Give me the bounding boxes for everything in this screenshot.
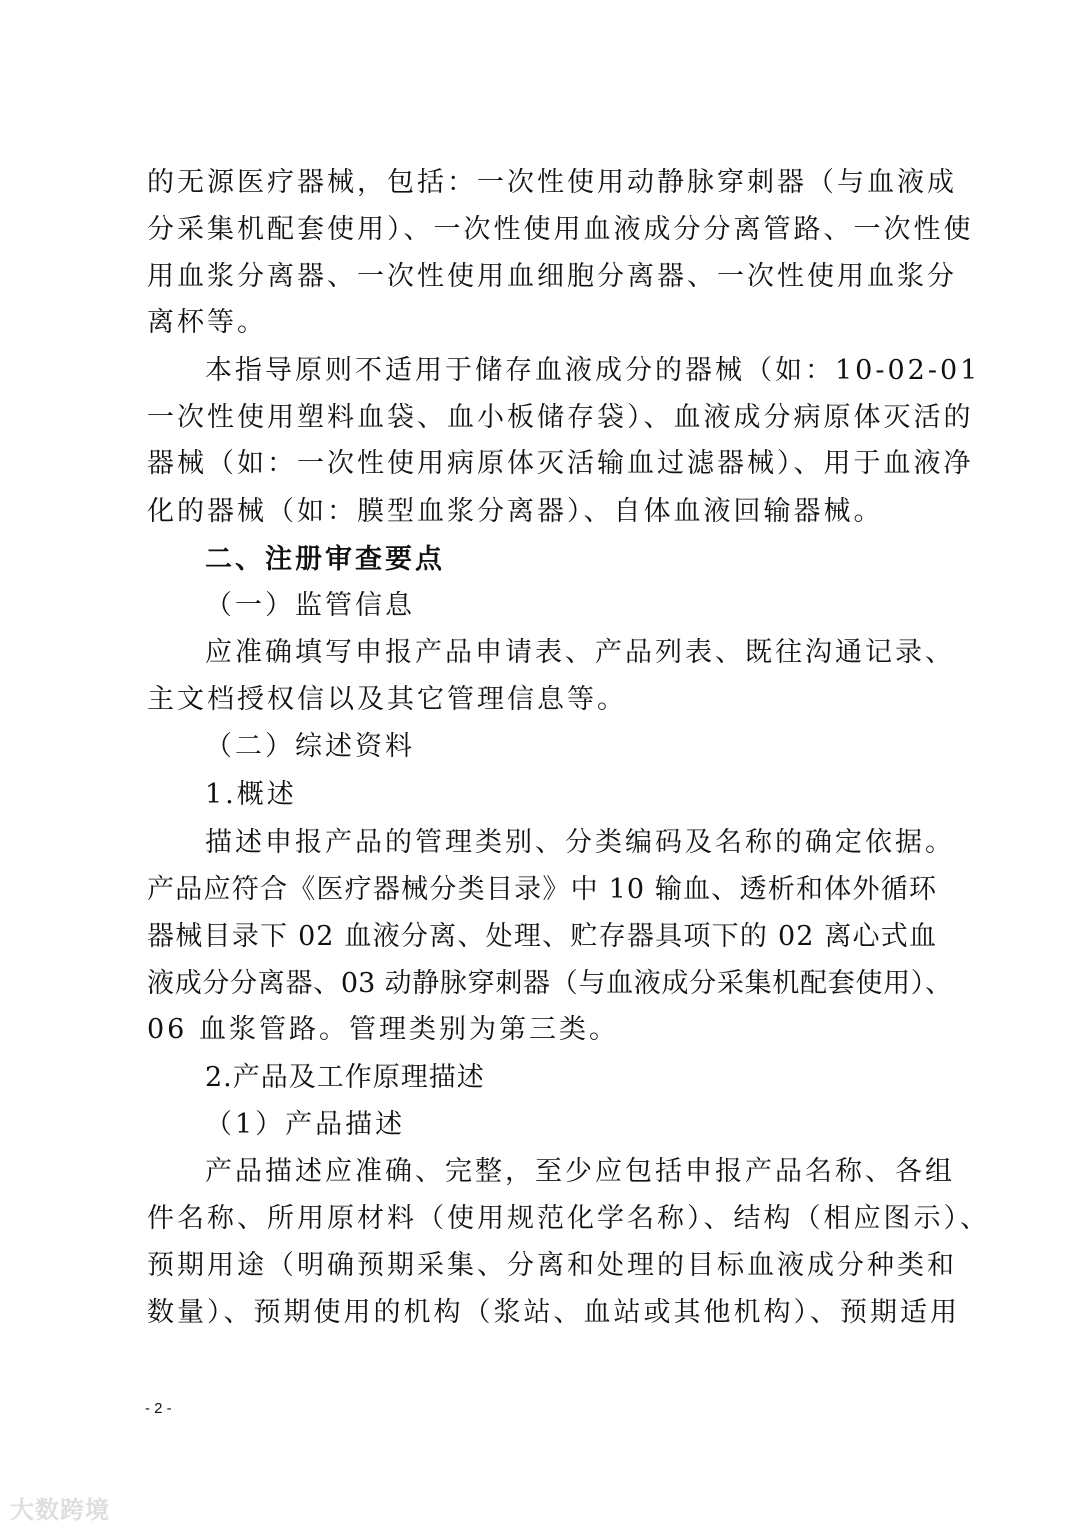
body-line: 06 血浆管路。管理类别为第三类。: [147, 1014, 619, 1045]
watermark-logo: 大数跨境: [10, 1496, 110, 1524]
body-line: 主文档授权信以及其它管理信息等。: [147, 684, 627, 715]
body-line: 描述申报产品的管理类别、分类编码及名称的确定依据。: [205, 827, 955, 858]
body-line: 离杯等。: [147, 307, 267, 338]
item-heading: 2.产品及工作原理描述: [205, 1062, 485, 1093]
body-line: 一次性使用塑料血袋、血小板储存袋）、血液成分病原体灭活的: [147, 402, 974, 433]
body-line: 件名称、所用原材料（使用规范化学名称）、结构（相应图示）、: [147, 1203, 990, 1234]
body-line: 用血浆分离器、一次性使用血细胞分离器、一次性使用血浆分: [147, 261, 957, 292]
body-line: 器械（如：一次性使用病原体灭活输血过滤器械）、用于血液净: [147, 448, 974, 479]
subsection-heading: （二）综述资料: [205, 731, 415, 762]
body-line: 产品应符合《医疗器械分类目录》中 10 输血、透析和体外循环: [147, 874, 937, 905]
body-line: 应准确填写申报产品申请表、产品列表、既往沟通记录、: [205, 637, 955, 668]
page-number: - 2 -: [145, 1400, 172, 1417]
section-heading: 二、注册审查要点: [205, 544, 445, 575]
body-line: 化的器械（如：膜型血浆分离器）、自体血液回输器械。: [147, 496, 884, 527]
body-line: 数量）、预期使用的机构（浆站、血站或其他机构）、预期适用: [147, 1297, 960, 1328]
body-line: 预期用途（明确预期采集、分离和处理的目标血液成分种类和: [147, 1250, 957, 1281]
subsection-heading: （一）监管信息: [205, 590, 415, 621]
body-line: 分采集机配套使用）、一次性使用血液成分分离管路、一次性使: [147, 214, 974, 245]
body-line: 本指导原则不适用于储存血液成分的器械（如：10-02-01: [205, 355, 981, 386]
item-heading: （1）产品描述: [205, 1109, 406, 1140]
body-line: 产品描述应准确、完整，至少应包括申报产品名称、各组: [205, 1156, 955, 1187]
item-heading: 1.概述: [205, 779, 297, 810]
body-line: 液成分分离器、03 动静脉穿刺器（与血液成分采集机配套使用）、: [147, 968, 952, 999]
body-line: 的无源医疗器械，包括：一次性使用动静脉穿刺器（与血液成: [147, 167, 957, 198]
body-line: 器械目录下 02 血液分离、处理、贮存器具项下的 02 离心式血: [147, 921, 937, 952]
